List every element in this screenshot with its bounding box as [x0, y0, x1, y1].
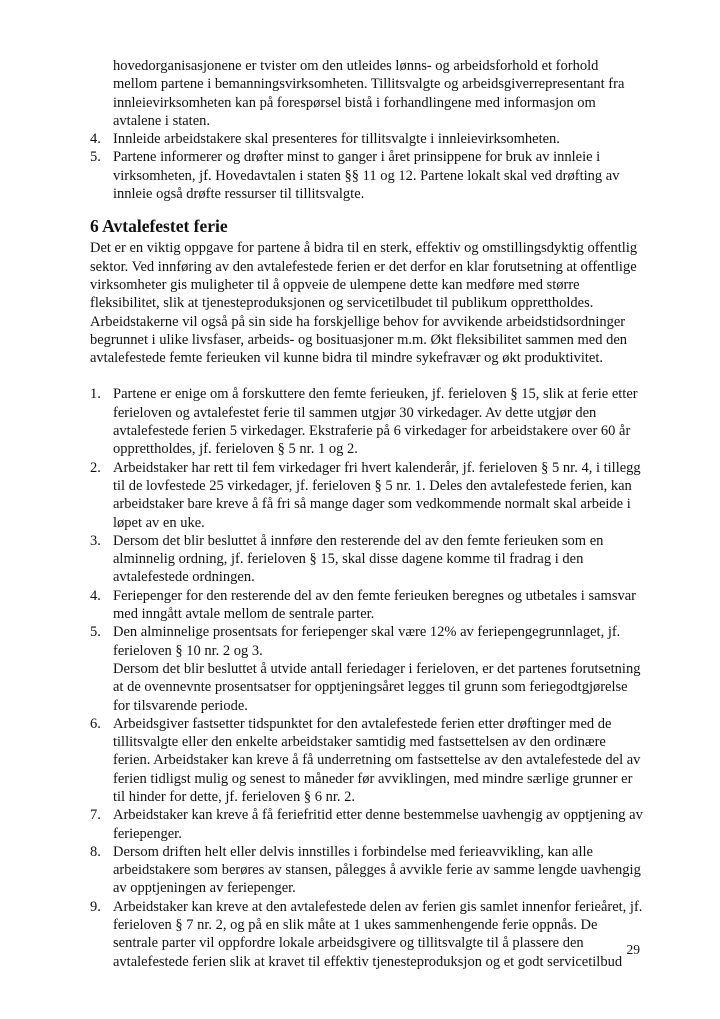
- page-content: [90, 57, 643, 971]
- list-item: [90, 843, 643, 898]
- list-item-text: [113, 587, 643, 624]
- list-item-number: 2.: [90, 459, 101, 476]
- list-item-main-text: Arbeidstaker har rett til fem virkedager fri hvert kalenderår, jf. ferieloven § 5 nr. 4, i tillegg til de lovfestede 25 virkedager, jf. ferieloven § 5 nr. 1. Deles den avtalefestede ferien, kan arbeidstaker bare kreve å få fri så mange dager som vedkommende normalt skal arbeide i løpet av en uke.: [113, 459, 641, 531]
- list-item-main-text: Partene er enige om å forskuttere den femte ferieuken, jf. ferieloven § 15, slik at ferie etter ferieloven og avtalefestet ferie til sammen utgjør 30 virkedager. Av dette utgjør den avtalefestede ferien 5 virkedager. Ekstraferie på 6 virkedager for arbeidstakere over 60 år opprettholdes, jf. ferieloven § 5 nr. 1 og 2.: [113, 386, 638, 458]
- list-item-text: [113, 459, 643, 532]
- list-item-number: 5.: [90, 624, 101, 641]
- list-item-extra-text: Dersom det blir besluttet å utvide antall feriedager i ferieloven, er det partenes forutsetning at de ovennevnte prosentsatser for opptjeningsåret legges til grunn som feriegodtgjørelse for tilsvarende periode.: [113, 660, 641, 714]
- list-item: [90, 148, 643, 203]
- list-item-main-text: Den alminnelige prosentsats for feriepenger skal være 12% av feriepengegrunnlaget, jf. ferieloven § 10 nr. 2 og 3.: [113, 624, 621, 659]
- list-item: [90, 587, 643, 624]
- list-item-text: [113, 715, 643, 806]
- list-item-number: 8.: [90, 843, 101, 860]
- list-item-text: [113, 532, 643, 587]
- list-item: [90, 532, 643, 587]
- section-heading: 6 Avtalefestet ferie: [90, 216, 228, 237]
- page-number: 29: [626, 942, 640, 957]
- list-item-number: 9.: [90, 898, 101, 915]
- list-item-main-text: Arbeidstaker kan kreve at den avtalefestede delen av ferien gis samlet innenfor ferieåret, jf. ferieloven § 7 nr. 2, og på en slik måte at 1 ukes sammenhengende ferie oppnås. De sentrale parter vil oppfordre lokale arbeidsgivere og tillitsvalgte til å plassere den avtalefestede ferien slik at kravet til effektiv tjenesteproduksjon og et godt servicetilbud: [113, 898, 643, 970]
- list-item-main-text: Dersom driften helt eller delvis innstilles i forbindelse med ferieavvikling, kan alle arbeidstakere som berøres av stansen, pålegges å avvikle ferie av samme lengde uavhengig av opptjeningen av feriepenger.: [113, 843, 641, 897]
- list-item-number: 5.: [90, 149, 101, 166]
- list-item-main-text: Partene informerer og drøfter minst to ganger i året prinsippene for bruk av innleie i virksomheten, jf. Hovedavtalen i staten §§ 11 og 12. Partene lokalt skal ved drøfting av innleie også drøfte ressurser til tillitsvalgte.: [113, 149, 620, 203]
- list-item-number: 4.: [90, 131, 101, 148]
- list-item: [90, 806, 643, 843]
- list-item-main-text: Innleide arbeidstakere skal presenteres for tillitsvalgte i innleievirksomheten.: [113, 131, 560, 148]
- list-item-number: 6.: [90, 715, 101, 732]
- list-item: [90, 459, 643, 532]
- list-item: [90, 623, 643, 714]
- list-item: [90, 898, 643, 971]
- continuation-paragraph: hovedorganisasjonene er tvister om den utleides lønns- og arbeidsforhold et forhold mellom partene i bemanningsvirksomheten. Tillitsvalgte og arbeidsgiverrepresentant fra innleievirksomheten kan på forespørsel bistå i forhandlingene med informasjon om avtalene i staten.: [113, 58, 625, 129]
- list-item-text: [113, 130, 643, 148]
- list-item-main-text: Feriepenger for den resterende del av den femte ferieuken beregnes og utbetales i samsvar med inngått avtale mellom de sentrale parter.: [113, 587, 636, 623]
- list-item: [90, 385, 643, 458]
- list-item-text: [113, 148, 643, 203]
- section-intro-paragraph: Det er en viktig oppgave for partene å bidra til en sterk, effektiv og omstillingsdyktig offentlig sektor. Ved innføring av den avtalefestede ferien er det derfor en klar forutsetning at offentlige virksomheter gis muligheter til å oppveie de ulempene dette kan medføre med større fleksibilitet, slik at tjenesteproduksjonen og servicetilbudet til publikum opprettholdes. Arbeidstakerne vil også på sin side ha forskjellige behov for avvikende arbeidstidsordninger begrunnet i ulike livsfaser, arbeids- og bosituasjoner m.m. Økt fleksibilitet sammen med den avtalefestede femte ferieuken vil kunne bidra til mindre sykefravær og økt produktivitet.: [90, 240, 638, 367]
- list-item-text: [113, 898, 643, 971]
- list-item-number: 4.: [90, 587, 101, 604]
- list-item: [90, 715, 643, 806]
- list-item-number: 7.: [90, 807, 101, 824]
- section-numbered-list: [90, 385, 643, 971]
- list-item-main-text: Arbeidstaker kan kreve å få feriefritid etter denne bestemmelse uavhengig av opptjening av feriepenger.: [113, 807, 643, 842]
- list-item-number: 3.: [90, 532, 101, 549]
- list-item-text: [113, 385, 643, 458]
- top-numbered-list: [90, 130, 643, 203]
- list-item-number: 1.: [90, 386, 101, 403]
- list-item-text: [113, 843, 643, 898]
- list-item: [90, 130, 643, 148]
- list-item-main-text: Arbeidsgiver fastsetter tidspunktet for den avtalefestede ferien etter drøftinger med de tillitsvalgte eller den enkelte arbeidstaker samtidig med fastsettelsen av den ordinære ferien. Arbeidstaker kan kreve å få underretning om fastsettelse av den avtalefestede del av ferien tidligst mulig og senest to måneder før avviklingen, med mindre særlige grunner er til hinder for dette, jf. ferieloven § 6 nr. 2.: [113, 715, 641, 805]
- list-item-text: [113, 806, 643, 843]
- list-item-main-text: Dersom det blir besluttet å innføre den resterende del av den femte ferieuken som en alminnelig ordning, jf. ferieloven § 15, skal disse dagene komme til fradrag i den avtalefestede ordningen.: [113, 532, 604, 586]
- list-item-text: [113, 623, 643, 714]
